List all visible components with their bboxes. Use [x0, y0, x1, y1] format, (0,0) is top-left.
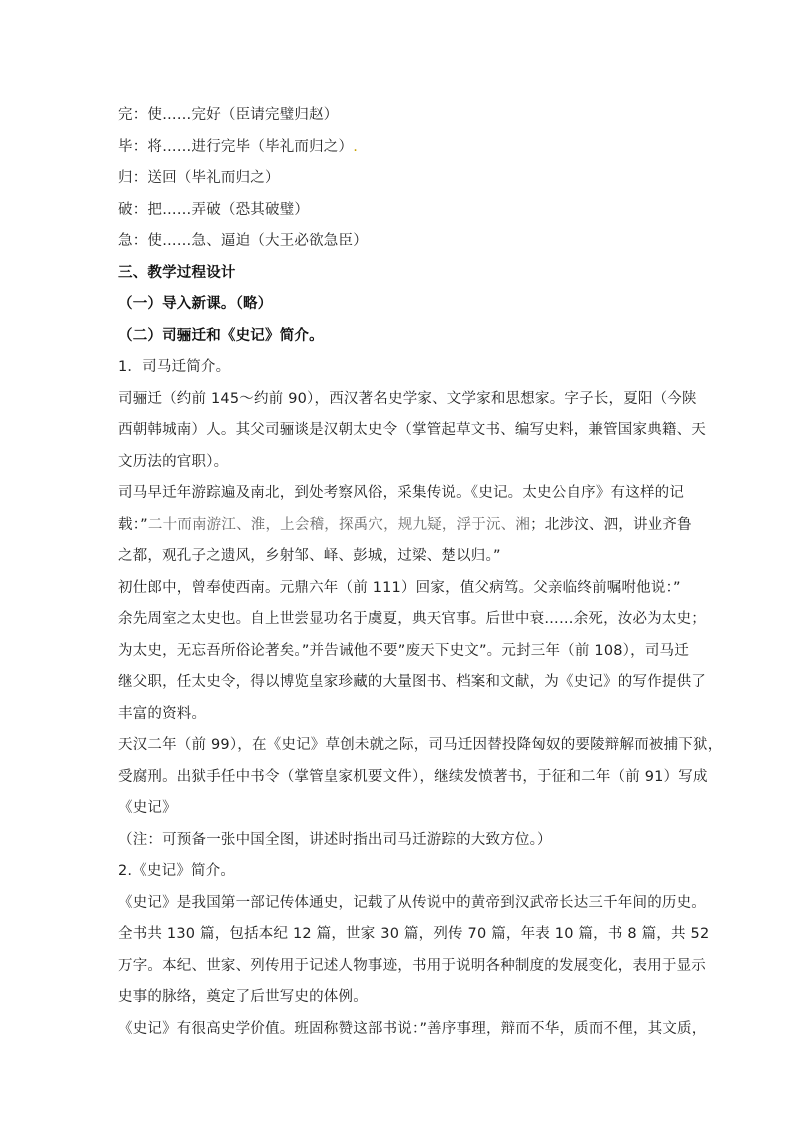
text-run: （注：可预备一张中国全图，讲述时指出司马迁游踪的大致方位。） — [118, 831, 552, 848]
text-line — [118, 604, 706, 636]
text-line — [118, 982, 678, 1014]
text-line — [118, 793, 678, 825]
text-line — [118, 825, 678, 857]
text-run: 《史记》是我国第一部记传体通史，记载了从传说中的黄帝到汉武帝长达三千年间的历史。 — [118, 894, 706, 911]
text-line — [118, 762, 708, 794]
document-page — [118, 100, 723, 1045]
section-heading — [118, 321, 678, 353]
text-line — [118, 730, 723, 762]
text-line — [118, 699, 678, 731]
text-run: 《史记》 — [118, 800, 177, 816]
text-run: 受腐刑。出狱手任中书令（掌管皇家机要文件），继续发愤著书，于征和二年（前 91）写成 — [118, 768, 708, 785]
text-run: 之都，观孔子之遗风，乡射邹、峄、彭城，过梁、楚以归。” — [118, 548, 501, 564]
text-run: 天汉二年（前 99），在《史记》草创未就之际，司马迁因替投降匈奴的要陵辩解而被捕下狱， — [118, 737, 723, 753]
text-run: 毕：将……进行完毕（毕礼而归之） — [118, 138, 354, 155]
text-line — [118, 856, 678, 888]
text-run: 余先周室之太史也。自上世尝显功名于虞夏，典天官事。后世中衰……余死，汝必为太史； — [118, 611, 706, 627]
text-run: 西朝韩城南）人。其父司骊谈是汉朝太史令（掌管起草文书、编写史料，兼管国家典籍、天 — [118, 422, 706, 438]
text-run: 完：使……完好（臣请完璧归赵） — [118, 107, 339, 123]
text-line — [118, 1014, 707, 1046]
text-run: 丰富的资料。 — [118, 705, 207, 722]
text-line — [118, 951, 706, 983]
text-run: 司骊迁（约前 145～约前 90），西汉著名史学家、文学家和思想家。字子长，夏阳（今陕 — [118, 390, 697, 407]
text-line — [118, 163, 678, 195]
text-run: ；北涉汶、泗，讲业齐鲁 — [530, 516, 692, 533]
text-line — [118, 132, 678, 164]
text-line — [118, 510, 692, 542]
text-run: 急：使……急、逼迫（大王必欲急臣） — [118, 233, 368, 249]
text-line — [118, 888, 706, 920]
text-run: . — [353, 138, 359, 155]
text-line — [118, 636, 689, 668]
text-line — [118, 919, 710, 951]
text-run: 史事的脉络，奠定了后世写史的体例。 — [118, 989, 368, 1005]
text-line — [118, 541, 678, 573]
text-run: 《史记》有很高史学价值。班固称赞这部书说：”善序事理，辩而不华，质而不俚，其文质， — [118, 1020, 707, 1037]
text-line — [118, 352, 678, 384]
text-line — [118, 667, 706, 699]
text-run: 三、教学过程设计 — [118, 264, 236, 281]
text-line — [118, 478, 685, 510]
text-run: 破：把……弄破（恐其破璧） — [118, 201, 310, 218]
section-heading — [118, 258, 678, 290]
text-run: 万字。本纪、世家、列传用于记述人物事迹，书用于说明各种制度的发展变化，表用于显示 — [118, 957, 706, 974]
text-run: （一）导入新课。（略） — [118, 296, 273, 312]
text-run: 司马早迁年游踪遍及南北，到处考察风俗，采集传说。《史记。太史公自序》有这样的记 — [118, 485, 685, 501]
text-run: 全书共 130 篇，包括本纪 12 篇，世家 30 篇，列传 70 篇，年表 10 篇，书 8 篇，共 52 — [118, 926, 710, 942]
text-run: 1．司马迁简介。 — [118, 359, 231, 375]
text-run: 初仕郎中，曾奉使西南。元鼎六年（前 111）回家，值父病笃。父亲临终前嘱咐他说：” — [118, 579, 681, 596]
text-run: 2.《史记》简介。 — [118, 863, 236, 879]
text-run: 归：送回（毕礼而归之） — [118, 170, 280, 186]
text-run: 继父职，任太史令，得以博览皇家珍藏的大量图书、档案和文献，为《史记》的写作提供了 — [118, 674, 706, 690]
text-line — [118, 573, 681, 605]
text-run: 载：” — [118, 516, 148, 533]
text-line — [118, 415, 706, 447]
section-heading — [118, 289, 678, 321]
text-run: 文历法的官职）。 — [118, 453, 229, 470]
text-line — [118, 100, 678, 132]
text-run: 二十而南游江、淮，上会稽，探禹穴，规九疑，浮于沅、湘 — [147, 516, 531, 533]
text-line — [118, 195, 678, 227]
text-line — [118, 447, 678, 479]
text-line — [118, 226, 678, 258]
text-run: （二）司骊迁和《史记》简介。 — [118, 327, 324, 344]
text-run: 为太史，无忘吾所俗论著矣。”并告诫他不要”废天下史文”。元封三年（前 108），司马迁 — [118, 642, 689, 659]
text-line — [118, 384, 697, 416]
